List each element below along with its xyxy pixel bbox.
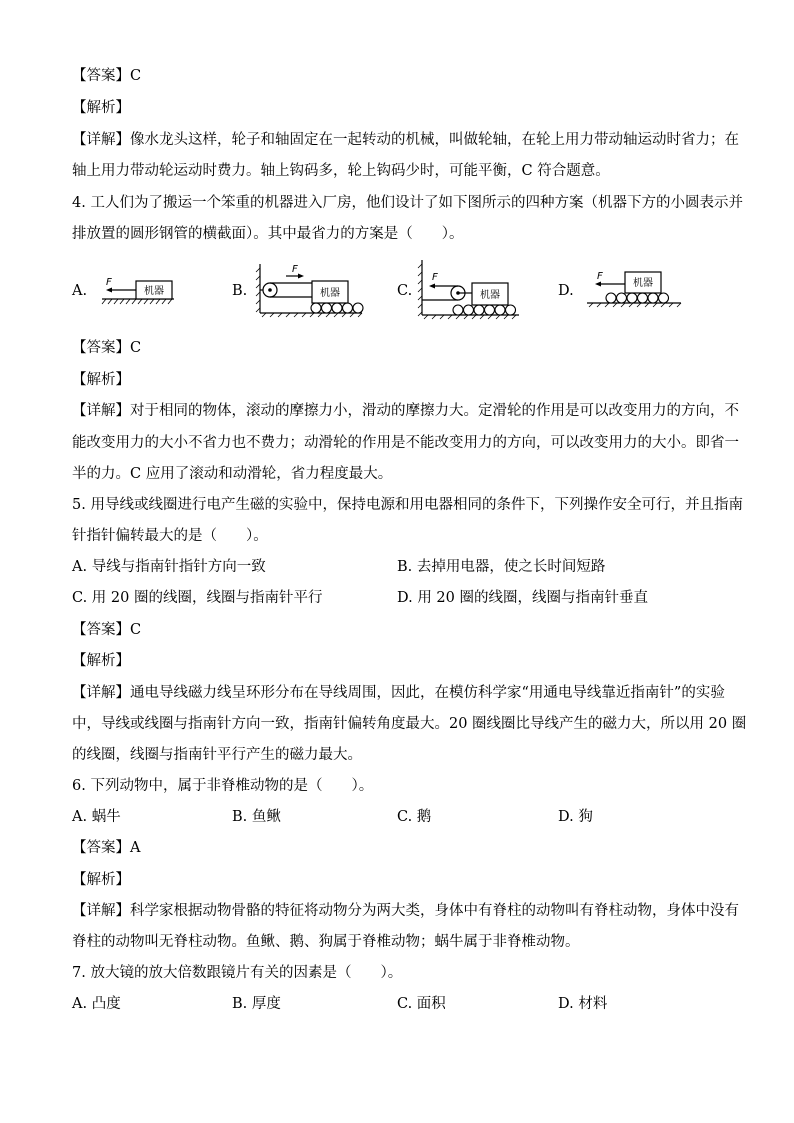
q5-answer: 【答案】C [72, 622, 142, 638]
q7-option-b: B. 厚度 [232, 996, 281, 1012]
q4-stem-line-2: 排放置的圆形钢管的横截面）。其中最省力的方案是（ ）。 [72, 226, 464, 242]
q5-detail-line-2: 中，导线或线圈与指南针方向一致，指南针偏转角度最大。20 圈线圈比导线产生的磁力大，所以用 20 圈 [72, 716, 747, 732]
q6-option-b: B. 鱼鳅 [232, 809, 281, 825]
q4-d-force-label: F [597, 271, 603, 282]
q6-answer: 【答案】A [72, 840, 141, 856]
q7-stem: 7. 放大镜的放大倍数跟镜片有关的因素是（ ）。 [72, 965, 403, 981]
q4-figure-b [256, 262, 366, 318]
q5-option-c: C. 用 20 圈的线圈，线圈与指南针平行 [72, 590, 323, 606]
q4-detail-line-1: 【详解】对于相同的物体，滚动的摩擦力小，滑动的摩擦力大。定滑轮的作用是可以改变用力的方向，不 [72, 403, 739, 419]
q5-stem-line-2: 针指针偏转最大的是（ ）。 [72, 528, 268, 544]
q6-detail-line-1: 【详解】科学家根据动物骨骼的特征将动物分为两大类，身体中有脊柱的动物叫有脊柱动物，身体中没有 [72, 903, 739, 919]
q3-detail-line-1: 【详解】像水龙头这样，轮子和轴固定在一起转动的机械，叫做轮轴，在轮上用力带动轴运动时省力；在 [72, 132, 739, 148]
q4-b-machine-label: 机器 [320, 288, 340, 299]
q4-a-force-label: F [106, 277, 112, 288]
q6-stem: 6. 下列动物中，属于非脊椎动物的是（ ）。 [72, 778, 374, 794]
q4-detail-line-2: 能改变用力的大小不省力也不费力；动滑轮的作用是不能改变用力的方向，可以改变用力的大小。即省一 [72, 435, 739, 451]
q7-option-c: C. 面积 [397, 996, 446, 1012]
q5-analysis-label: 【解析】 [72, 653, 130, 669]
q4-figure-d [585, 268, 685, 308]
q6-analysis-label: 【解析】 [72, 872, 130, 888]
q4-analysis-label: 【解析】 [72, 372, 130, 388]
q7-option-d: D. 材料 [558, 996, 608, 1012]
q4-option-d-label: D. [558, 283, 574, 299]
q4-answer: 【答案】C [72, 340, 142, 356]
q6-option-d: D. 狗 [558, 809, 593, 825]
q6-detail-line-2: 脊柱的动物叫无脊柱动物。鱼鳅、鹅、狗属于脊椎动物；蜗牛属于非脊椎动物。 [72, 934, 580, 950]
q4-option-a-label: A. [72, 283, 88, 299]
q4-c-machine-label: 机器 [480, 290, 500, 301]
q4-figure-c [418, 258, 523, 320]
q5-detail-line-1: 【详解】通电导线磁力线呈环形分布在导线周围，因此，在模仿科学家“用通电导线靠近指南针”的实验 [72, 685, 725, 701]
q5-option-b: B. 去掉用电器，使之长时间短路 [397, 559, 606, 575]
q4-a-machine-label: 机器 [144, 286, 164, 297]
q4-b-force-label: F [292, 264, 298, 275]
q4-option-b-label: B. [232, 283, 248, 299]
q4-figure-a [100, 268, 180, 308]
q3-answer: 【答案】C [72, 68, 142, 84]
q3-analysis-label: 【解析】 [72, 100, 130, 116]
q5-detail-line-3: 的线圈，线圈与指南针平行产生的磁力最大。 [72, 747, 362, 763]
q4-c-force-label: F [432, 272, 438, 283]
q6-option-a: A. 蜗牛 [72, 809, 121, 825]
q5-option-a: A. 导线与指南针指针方向一致 [72, 559, 266, 575]
q4-option-c-label: C. [397, 283, 413, 299]
q6-option-c: C. 鹅 [397, 809, 432, 825]
q7-option-a: A. 凸度 [72, 996, 121, 1012]
q5-stem-line-1: 5. 用导线或线圈进行电产生磁的实验中，保持电源和用电器相同的条件下，下列操作安全可行，并且指南 [72, 497, 743, 513]
q5-option-d: D. 用 20 圈的线圈，线圈与指南针垂直 [397, 590, 648, 606]
q4-d-machine-label: 机器 [633, 278, 653, 289]
q4-stem-line-1: 4. 工人们为了搬运一个笨重的机器进入厂房，他们设计了如下图所示的四种方案（机器下方的小圆表示并 [72, 195, 743, 211]
q3-detail-line-2: 轴上用力带动轮运动时费力。轴上钩码多，轮上钩码少时，可能平衡，C 符合题意。 [72, 163, 610, 179]
q4-detail-line-3: 半的力。C 应用了滚动和动滑轮，省力程度最大。 [72, 466, 393, 482]
